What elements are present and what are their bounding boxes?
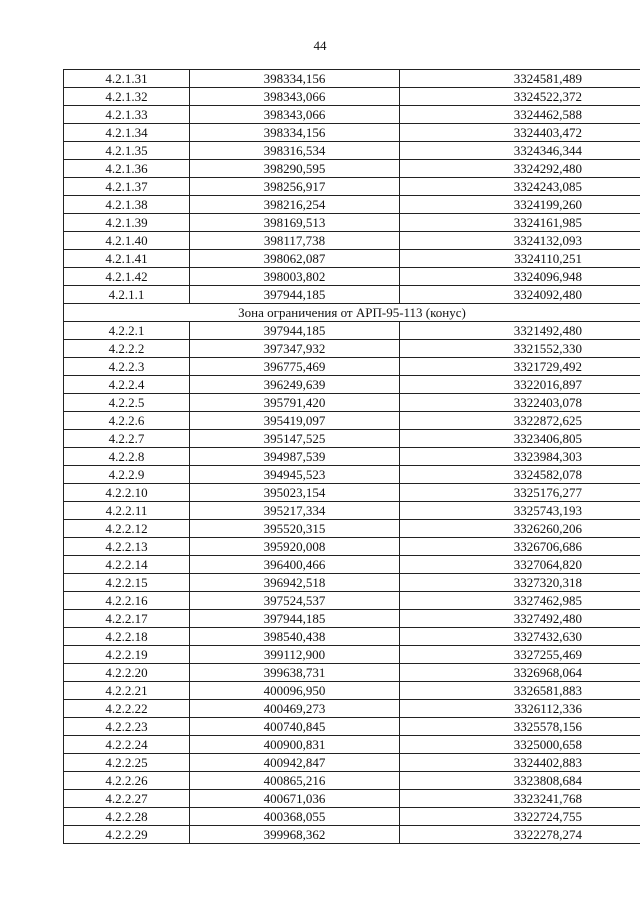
y-coordinate-cell: 3322403,078 [400,394,640,412]
point-id-cell: 4.2.2.28 [64,808,190,826]
table-row [64,340,640,358]
y-coordinate-cell: 3327432,630 [400,628,640,646]
table-row [64,754,640,772]
y-coordinate-cell: 3325000,658 [400,736,640,754]
y-coordinate-cell: 3323241,768 [400,790,640,808]
coordinates-table-body [64,70,640,844]
point-id-cell: 4.2.1.36 [64,160,190,178]
table-row [64,250,640,268]
y-coordinate-cell: 3324092,480 [400,286,640,304]
x-coordinate-cell: 398216,254 [190,196,400,214]
y-coordinate-cell: 3322872,625 [400,412,640,430]
table-row [64,214,640,232]
table-row [64,106,640,124]
table-row [64,790,640,808]
x-coordinate-cell: 400096,950 [190,682,400,700]
y-coordinate-cell: 3324581,489 [400,70,640,88]
table-row [64,538,640,556]
point-id-cell: 4.2.2.12 [64,520,190,538]
table-row [64,736,640,754]
table-row [64,466,640,484]
y-coordinate-cell: 3326260,206 [400,520,640,538]
table-row [64,592,640,610]
y-coordinate-cell: 3324096,948 [400,268,640,286]
table-row [64,502,640,520]
point-id-cell: 4.2.1.1 [64,286,190,304]
table-row [64,286,640,304]
x-coordinate-cell: 398334,156 [190,70,400,88]
y-coordinate-cell: 3324292,480 [400,160,640,178]
table-row [64,646,640,664]
x-coordinate-cell: 397944,185 [190,610,400,628]
point-id-cell: 4.2.1.40 [64,232,190,250]
x-coordinate-cell: 395520,315 [190,520,400,538]
y-coordinate-cell: 3323808,684 [400,772,640,790]
y-coordinate-cell: 3323406,805 [400,430,640,448]
point-id-cell: 4.2.2.14 [64,556,190,574]
x-coordinate-cell: 394987,539 [190,448,400,466]
section-title: Зона ограничения от АРП-95-113 (конус) [64,304,640,322]
y-coordinate-cell: 3321552,330 [400,340,640,358]
x-coordinate-cell: 400900,831 [190,736,400,754]
point-id-cell: 4.2.2.26 [64,772,190,790]
x-coordinate-cell: 398343,066 [190,88,400,106]
table-row [64,556,640,574]
y-coordinate-cell: 3326581,883 [400,682,640,700]
y-coordinate-cell: 3326706,686 [400,538,640,556]
x-coordinate-cell: 399638,731 [190,664,400,682]
table-row [64,520,640,538]
table-row [64,322,640,340]
table-row [64,394,640,412]
point-id-cell: 4.2.1.41 [64,250,190,268]
x-coordinate-cell: 395920,008 [190,538,400,556]
x-coordinate-cell: 398316,534 [190,142,400,160]
point-id-cell: 4.2.2.23 [64,718,190,736]
x-coordinate-cell: 395147,525 [190,430,400,448]
point-id-cell: 4.2.2.15 [64,574,190,592]
table-row [64,700,640,718]
point-id-cell: 4.2.2.18 [64,628,190,646]
x-coordinate-cell: 396775,469 [190,358,400,376]
table-row [64,628,640,646]
x-coordinate-cell: 400865,216 [190,772,400,790]
point-id-cell: 4.2.2.20 [64,664,190,682]
x-coordinate-cell: 396400,466 [190,556,400,574]
table-row [64,682,640,700]
table-row [64,70,640,88]
x-coordinate-cell: 397944,185 [190,322,400,340]
coordinates-table [63,69,640,844]
x-coordinate-cell: 397524,537 [190,592,400,610]
x-coordinate-cell: 398343,066 [190,106,400,124]
page-number: 44 [313,38,327,53]
x-coordinate-cell: 399112,900 [190,646,400,664]
point-id-cell: 4.2.2.3 [64,358,190,376]
x-coordinate-cell: 394945,523 [190,466,400,484]
y-coordinate-cell: 3324243,085 [400,178,640,196]
point-id-cell: 4.2.2.19 [64,646,190,664]
point-id-cell: 4.2.2.9 [64,466,190,484]
point-id-cell: 4.2.1.39 [64,214,190,232]
y-coordinate-cell: 3324346,344 [400,142,640,160]
table-row [64,412,640,430]
point-id-cell: 4.2.2.2 [64,340,190,358]
point-id-cell: 4.2.2.5 [64,394,190,412]
point-id-cell: 4.2.1.33 [64,106,190,124]
table-row [64,574,640,592]
point-id-cell: 4.2.1.35 [64,142,190,160]
y-coordinate-cell: 3327255,469 [400,646,640,664]
table-row [64,448,640,466]
table-row [64,772,640,790]
y-coordinate-cell: 3326112,336 [400,700,640,718]
point-id-cell: 4.2.1.34 [64,124,190,142]
table-row [64,610,640,628]
y-coordinate-cell: 3324403,472 [400,124,640,142]
point-id-cell: 4.2.2.24 [64,736,190,754]
y-coordinate-cell: 3322278,274 [400,826,640,844]
section-row [64,304,640,322]
x-coordinate-cell: 395023,154 [190,484,400,502]
point-id-cell: 4.2.2.29 [64,826,190,844]
point-id-cell: 4.2.2.6 [64,412,190,430]
point-id-cell: 4.2.2.17 [64,610,190,628]
y-coordinate-cell: 3324161,985 [400,214,640,232]
table-row [64,160,640,178]
y-coordinate-cell: 3324132,093 [400,232,640,250]
table-row [64,268,640,286]
table-row [64,376,640,394]
point-id-cell: 4.2.2.16 [64,592,190,610]
x-coordinate-cell: 398169,513 [190,214,400,232]
table-row [64,484,640,502]
point-id-cell: 4.2.2.8 [64,448,190,466]
x-coordinate-cell: 399968,362 [190,826,400,844]
y-coordinate-cell: 3324522,372 [400,88,640,106]
y-coordinate-cell: 3324199,260 [400,196,640,214]
y-coordinate-cell: 3326968,064 [400,664,640,682]
x-coordinate-cell: 400469,273 [190,700,400,718]
x-coordinate-cell: 400671,036 [190,790,400,808]
x-coordinate-cell: 395217,334 [190,502,400,520]
point-id-cell: 4.2.2.4 [64,376,190,394]
x-coordinate-cell: 398062,087 [190,250,400,268]
x-coordinate-cell: 398256,917 [190,178,400,196]
point-id-cell: 4.2.1.32 [64,88,190,106]
table-row [64,808,640,826]
table-row [64,664,640,682]
point-id-cell: 4.2.2.22 [64,700,190,718]
y-coordinate-cell: 3322724,755 [400,808,640,826]
y-coordinate-cell: 3325578,156 [400,718,640,736]
y-coordinate-cell: 3324402,883 [400,754,640,772]
x-coordinate-cell: 400368,055 [190,808,400,826]
table-row [64,196,640,214]
x-coordinate-cell: 397944,185 [190,286,400,304]
x-coordinate-cell: 397347,932 [190,340,400,358]
table-row [64,88,640,106]
point-id-cell: 4.2.1.31 [64,70,190,88]
y-coordinate-cell: 3327320,318 [400,574,640,592]
x-coordinate-cell: 398117,738 [190,232,400,250]
point-id-cell: 4.2.2.7 [64,430,190,448]
y-coordinate-cell: 3327462,985 [400,592,640,610]
table-row [64,178,640,196]
point-id-cell: 4.2.1.42 [64,268,190,286]
point-id-cell: 4.2.2.21 [64,682,190,700]
table-row [64,142,640,160]
point-id-cell: 4.2.1.38 [64,196,190,214]
x-coordinate-cell: 396942,518 [190,574,400,592]
table-row [64,718,640,736]
point-id-cell: 4.2.1.37 [64,178,190,196]
point-id-cell: 4.2.2.11 [64,502,190,520]
y-coordinate-cell: 3327064,820 [400,556,640,574]
x-coordinate-cell: 395419,097 [190,412,400,430]
table-row [64,430,640,448]
y-coordinate-cell: 3322016,897 [400,376,640,394]
point-id-cell: 4.2.2.1 [64,322,190,340]
y-coordinate-cell: 3324110,251 [400,250,640,268]
x-coordinate-cell: 398540,438 [190,628,400,646]
x-coordinate-cell: 398003,802 [190,268,400,286]
table-row [64,358,640,376]
table-row [64,232,640,250]
table-row [64,124,640,142]
point-id-cell: 4.2.2.13 [64,538,190,556]
y-coordinate-cell: 3327492,480 [400,610,640,628]
point-id-cell: 4.2.2.25 [64,754,190,772]
y-coordinate-cell: 3321729,492 [400,358,640,376]
y-coordinate-cell: 3324462,588 [400,106,640,124]
y-coordinate-cell: 3321492,480 [400,322,640,340]
y-coordinate-cell: 3324582,078 [400,466,640,484]
x-coordinate-cell: 395791,420 [190,394,400,412]
x-coordinate-cell: 400740,845 [190,718,400,736]
point-id-cell: 4.2.2.27 [64,790,190,808]
point-id-cell: 4.2.2.10 [64,484,190,502]
table-row [64,826,640,844]
y-coordinate-cell: 3325743,193 [400,502,640,520]
x-coordinate-cell: 398290,595 [190,160,400,178]
x-coordinate-cell: 396249,639 [190,376,400,394]
y-coordinate-cell: 3323984,303 [400,448,640,466]
x-coordinate-cell: 400942,847 [190,754,400,772]
x-coordinate-cell: 398334,156 [190,124,400,142]
y-coordinate-cell: 3325176,277 [400,484,640,502]
